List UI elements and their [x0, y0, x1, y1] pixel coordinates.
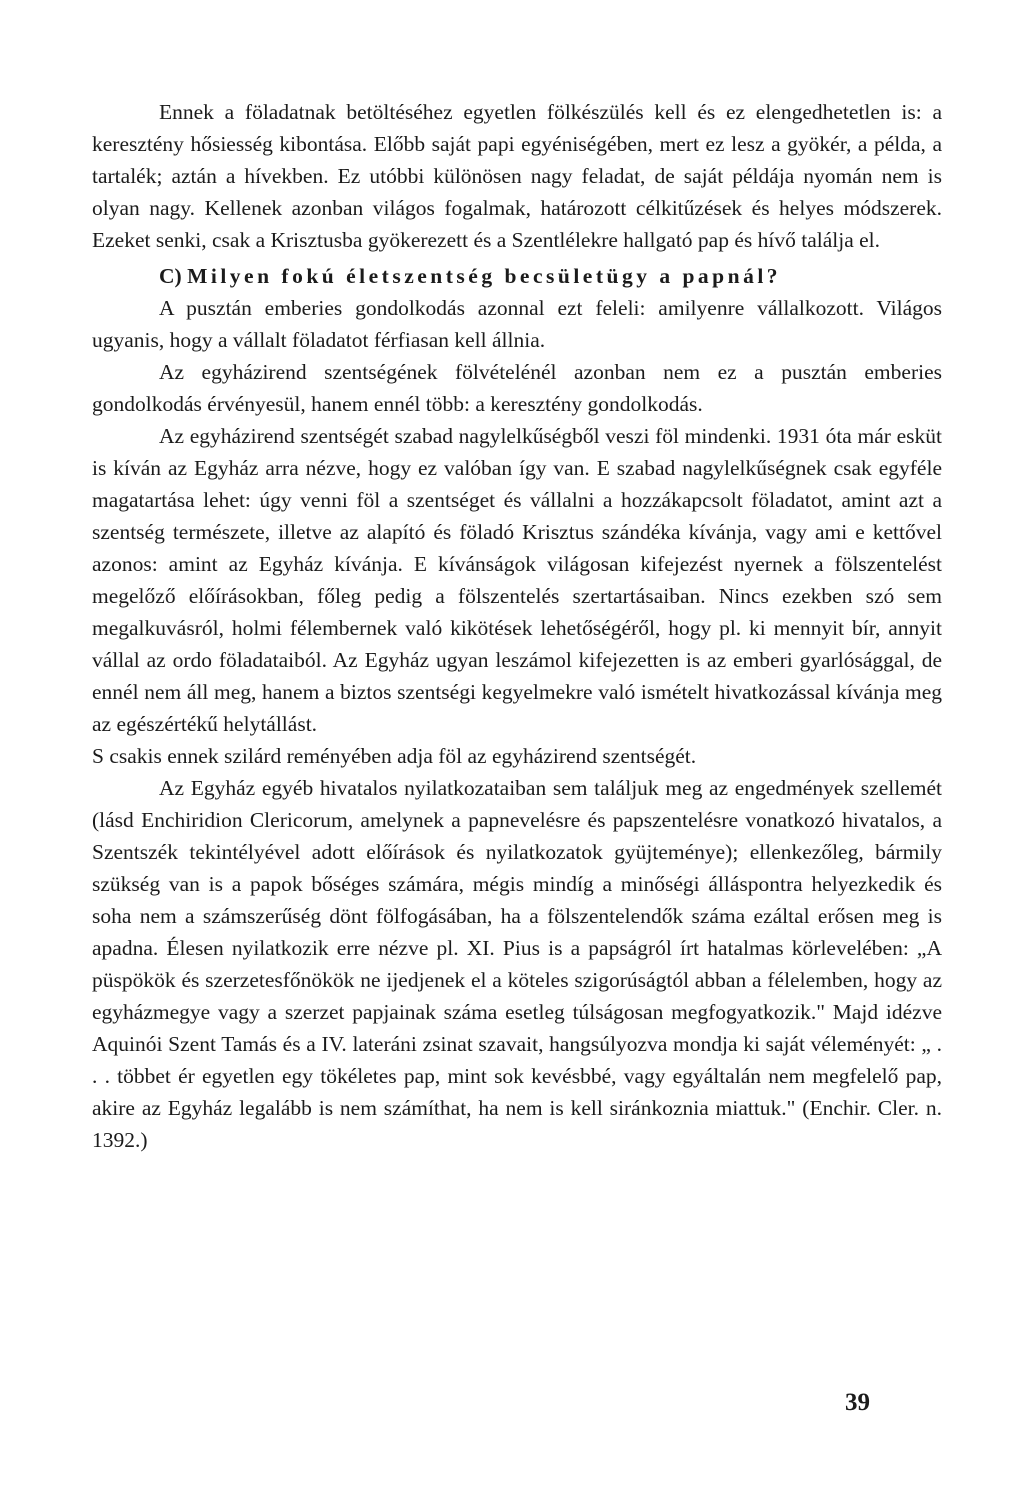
section-heading: [92, 260, 942, 292]
paragraph-1: A pusztán emberies gondolkodás azonnal ezt feleli: amilyenre vállalkozott. Világos ugyanis, hogy a vállalt föladatot férfiasan kell állnia.: [92, 296, 942, 352]
paragraph-intro: Ennek a föladatnak betöltéséhez egyetlen fölkészülés kell és ez elengedhetetlen is: a keresztény hősiesség kibontása. Előbb saját papi egyéniségében, mert ez lesz a gyökér, a példa, a tartalék; aztán a hívekben. Ez utóbbi különösen nagy feladat, de saját példája nyomán nem is olyan nagy. Kellenek azonban világos fogalmak, határozott célkitűzések és helyes módszerek. Ezeket senki, csak a Krisztusba gyökerezett és a Szentlélekre hallgató pap és hívő találja el.: [92, 100, 942, 252]
page-number: 39: [845, 1389, 870, 1416]
paragraph-2: Az egyházirend szentségének fölvételénél azonban nem ez a pusztán emberies gondolkodás érvényesül, hanem ennél több: a keresztény gondolkodás.: [92, 360, 942, 416]
paragraph-4: S csakis ennek szilárd reményében adja föl az egyházirend szentségét.: [92, 744, 697, 768]
section-title: Milyen fokú életszentség becsületügy a papnál?: [187, 264, 782, 288]
section-letter: C): [159, 264, 182, 288]
paragraph-3: Az egyházirend szentségét szabad nagylelkűségből veszi föl mindenki. 1931 óta már esküt is kíván az Egyház arra nézve, hogy ez valóban így van. E szabad nagylelkűségnek csak egyféle magatartása lehet: úgy venni föl a szentséget és vállalni a hozzákapcsolt föladatot, amint azt a szentség természete, illetve az alapító és föladó Krisztus szándéka kívánja, vagy ami e kettővel azonos: amint az Egyház kívánja. E kívánságok világosan kifejezést nyernek a fölszentelést megelőző előírásokban, főleg pedig a fölszentelés szertartásaiban. Nincs ezekben szó sem megalkuvásról, holmi félembernek való kikötések lehetőségéről, hogy pl. ki mennyit bír, annyit vállal az ordo föladataiból. Az Egyház ugyan leszámol kifejezetten is az emberi gyarlósággal, de ennél nem áll meg, hanem a biztos szentségi kegyelmekre való ismételt hivatkozással kívánja meg az egészértékű helytállást.: [92, 424, 942, 736]
body-text: [92, 96, 942, 1156]
paragraph-5: Az Egyház egyéb hivatalos nyilatkozataiban sem találjuk meg az engedmények szellemét (lásd Enchiridion Clericorum, amelynek a papnevelésre és papszentelésre vonatkozó hivatalos, a Szentszék tekintélyével adott előírások és nyilatkozatok gyüjteménye); ellenkezőleg, bármily szükség van is a papok bőséges számára, mégis mindíg a minőségi álláspontra helyezkedik és soha nem a számszerűség dönt fölfogásában, ha a fölszentelendők száma ezáltal erősen meg is apadna. Élesen nyilatkozik erre nézve pl. XI. Pius is a papságról írt hatalmas körlevelében: „A püspökök és szerzetesfőnökök ne ijedjenek el a köteles szigorúságtól abban a félelemben, hogy az egyházmegye vagy a szerzet papjainak száma esetleg túlságosan megfogyatkozik." Majd idézve Aquinói Szent Tamás és a IV. lateráni zsinat szavait, hangsúlyozva mondja ki saját véleményét: „ . . . többet ér egyetlen egy tökéletes pap, mint sok kevésbbé, vagy egyáltalán nem megfelelő pap, akire az Egyház legalább is nem számíthat, ha nem is kell siránkoznia miattuk." (Enchir. Cler. n. 1392.): [92, 776, 942, 1152]
